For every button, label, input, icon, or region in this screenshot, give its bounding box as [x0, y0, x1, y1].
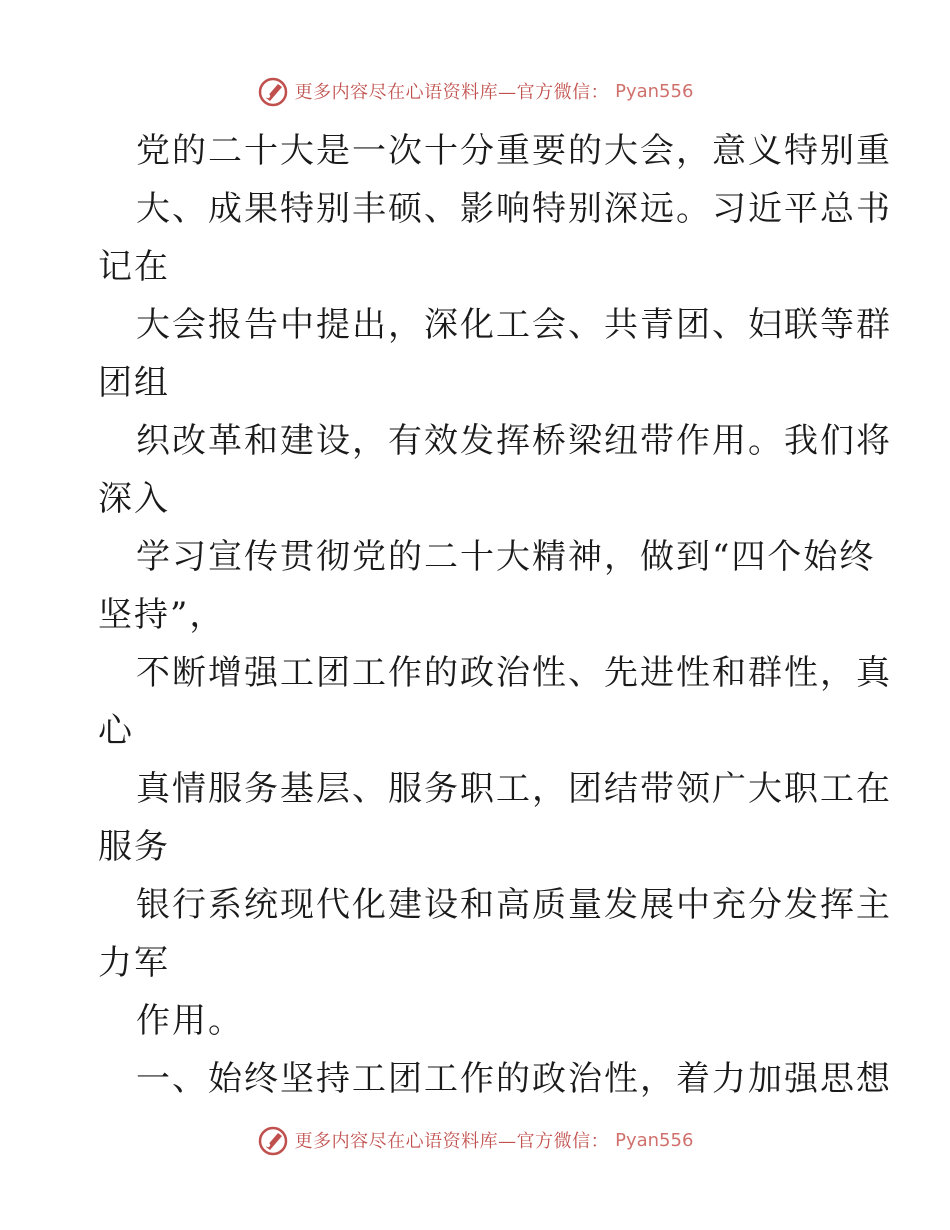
text-line: 真情服务基层、服务职工，团结带领广大职工在	[136, 769, 892, 809]
text-line: 坚持”，	[98, 595, 226, 635]
watermark-wechat-id: Pyan556	[615, 80, 694, 102]
pen-logo-icon	[257, 1124, 289, 1156]
pen-logo-icon	[257, 75, 289, 107]
text-line: 深入	[98, 479, 170, 519]
watermark-footer	[0, 1120, 950, 1160]
text-line: 织改革和建设，有效发挥桥梁纽带作用。我们将	[136, 421, 892, 461]
watermark-text: 更多内容尽在心语资料库—官方微信：	[294, 82, 610, 103]
text-line: 银行系统现代化建设和高质量发展中充分发挥主	[136, 885, 892, 925]
watermark-header	[0, 71, 950, 111]
text-line: 作用。	[136, 1001, 244, 1041]
text-line: 服务	[98, 827, 170, 867]
text-line: 记在	[98, 247, 170, 287]
document-body	[98, 122, 892, 1108]
text-line: 大会报告中提出，深化工会、共青团、妇联等群	[136, 305, 892, 345]
text-line: 党的二十大是一次十分重要的大会，意义特别重	[136, 131, 892, 171]
text-line: 一、始终坚持工团工作的政治性，着力加强思想	[136, 1059, 892, 1099]
text-line: 心	[98, 711, 134, 751]
text-line: 不断增强工团工作的政治性、先进性和群性，真	[136, 653, 892, 693]
text-line: 学习宣传贯彻党的二十大精神，做到“四个始终	[136, 537, 876, 577]
text-line: 大、成果特别丰硕、影响特别深远。习近平总书	[136, 189, 892, 229]
text-line: 力军	[98, 943, 170, 983]
text-line: 团组	[98, 363, 170, 403]
watermark-wechat-id: Pyan556	[615, 1129, 694, 1151]
watermark-text: 更多内容尽在心语资料库—官方微信：	[294, 1131, 610, 1152]
